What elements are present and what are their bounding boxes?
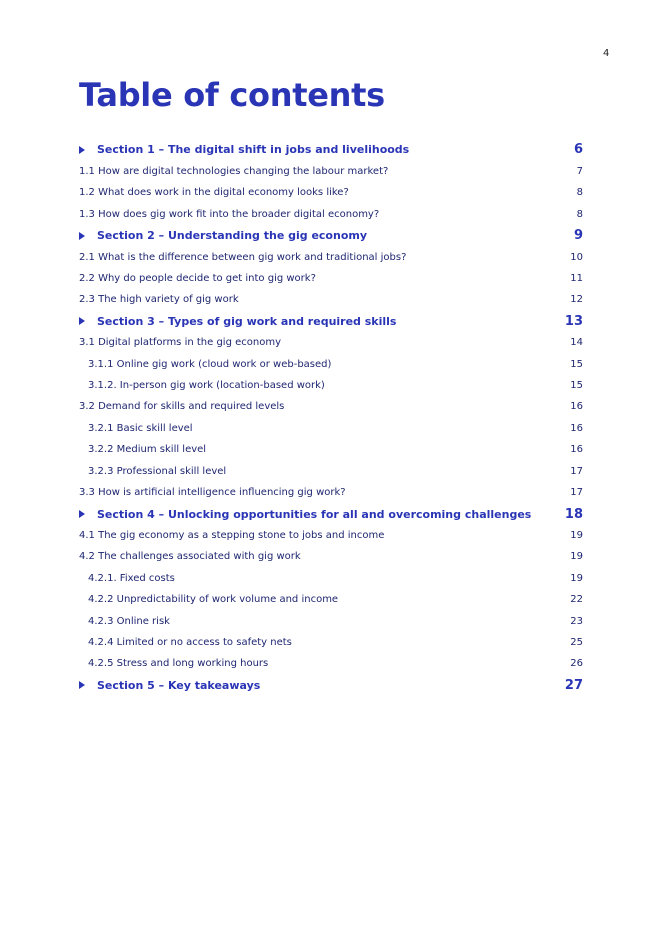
toc-page-number: 19 (570, 551, 583, 563)
toc-page-number: 7 (576, 165, 583, 177)
toc-page-number: 10 (570, 251, 583, 263)
toc-label-text: 1.3 How does gig work fit into the broader digital economy? (79, 208, 380, 220)
toc-page-number: 17 (570, 465, 583, 477)
toc-label-text: 2.3 The high variety of gig work (79, 294, 239, 306)
toc-label-text: 4.2.3 Online risk (88, 615, 170, 627)
toc-entry-label (79, 573, 175, 584)
toc-section-link[interactable] (79, 139, 583, 161)
toc-label-text: 4.2.4 Limited or no access to safety nets (88, 636, 292, 648)
toc-label-text: 1.1 How are digital technologies changing the labour market? (79, 165, 389, 177)
toc-page-number: 16 (570, 422, 583, 434)
toc-entry-link[interactable] (79, 610, 583, 631)
toc-page-number: 19 (570, 572, 583, 584)
toc-entry-link[interactable] (79, 632, 583, 653)
toc-page-number: 23 (570, 615, 583, 627)
toc-label-text: 3.1.2. In-person gig work (location-based work) (88, 380, 325, 392)
toc-label-text: 3.2.3 Professional skill level (88, 465, 227, 477)
toc-page-number: 26 (570, 658, 583, 670)
toc-label-text: 4.1 The gig economy as a stepping stone to jobs and income (79, 530, 385, 542)
toc-label-text: 1.2 What does work in the digital economy looks like? (79, 187, 349, 199)
toc-entry-label (79, 273, 316, 284)
toc-section-link[interactable] (79, 225, 583, 247)
triangle-right-icon (79, 146, 85, 154)
triangle-right-icon (79, 317, 85, 325)
toc-section-link[interactable] (79, 311, 583, 333)
toc-entry-label (79, 401, 284, 412)
toc-entry-link[interactable] (79, 268, 583, 289)
toc-entry-link[interactable] (79, 396, 583, 417)
toc-label-text: Section 2 – Understanding the gig economy (97, 229, 368, 243)
toc-entry-link[interactable] (79, 546, 583, 567)
toc-label-text: 3.1 Digital platforms in the gig economy (79, 337, 281, 349)
toc-label-text: Section 3 – Types of gig work and required skills (97, 314, 397, 328)
toc-entry-link[interactable] (79, 203, 583, 224)
table-of-contents (79, 139, 583, 696)
toc-entry-label (79, 551, 301, 562)
toc-entry-link[interactable] (79, 460, 583, 481)
toc-entry-link[interactable] (79, 182, 583, 203)
toc-page-number: 15 (570, 358, 583, 370)
toc-entry-label (79, 380, 325, 391)
toc-page-number: 14 (570, 337, 583, 349)
toc-entry-link[interactable] (79, 289, 583, 310)
toc-section-label (79, 143, 409, 156)
toc-label-text: 3.2 Demand for skills and required levels (79, 401, 285, 413)
toc-entry-label (79, 530, 384, 541)
toc-label-text: 4.2.1. Fixed costs (88, 572, 175, 584)
toc-label-text: Section 5 – Key takeaways (97, 678, 261, 692)
toc-label-text: 2.1 What is the difference between gig work and traditional jobs? (79, 251, 407, 263)
toc-entry-link[interactable] (79, 354, 583, 375)
toc-section-link[interactable] (79, 503, 583, 525)
triangle-right-icon (79, 510, 85, 518)
toc-label-text: 3.2.2 Medium skill level (88, 444, 207, 456)
toc-page-number: 9 (573, 228, 583, 244)
toc-section-label (79, 508, 531, 521)
toc-entry-label (79, 359, 331, 370)
toc-entry-label (79, 166, 388, 177)
toc-section-label (79, 315, 396, 328)
toc-label-text: 3.1.1 Online gig work (cloud work or web-based) (88, 358, 332, 370)
toc-page-number: 15 (570, 380, 583, 392)
toc-page-number: 17 (570, 487, 583, 499)
toc-entry-link[interactable] (79, 332, 583, 353)
toc-section-label (79, 229, 367, 242)
toc-entry-label (79, 637, 292, 648)
toc-page-number: 16 (570, 444, 583, 456)
toc-entry-link[interactable] (79, 418, 583, 439)
triangle-right-icon (79, 681, 85, 689)
toc-page-number: 18 (564, 506, 583, 522)
toc-entry-label (79, 487, 346, 498)
page-number: 4 (603, 48, 610, 59)
toc-entry-label (79, 616, 170, 627)
toc-label-text: 3.3 How is artificial intelligence influencing gig work? (79, 487, 346, 499)
toc-label-text: 4.2 The challenges associated with gig work (79, 551, 301, 563)
toc-page-number: 25 (570, 636, 583, 648)
toc-page-number: 16 (570, 401, 583, 413)
toc-entry-label (79, 444, 206, 455)
toc-entry-link[interactable] (79, 525, 583, 546)
toc-page-number: 13 (564, 313, 583, 329)
toc-page-number: 12 (570, 294, 583, 306)
toc-label-text: Section 4 – Unlocking opportunities for all and overcoming challenges (97, 507, 532, 521)
toc-entry-label (79, 294, 239, 305)
triangle-right-icon (79, 232, 85, 240)
toc-entry-link[interactable] (79, 161, 583, 182)
toc-section-label (79, 679, 260, 692)
toc-entry-label (79, 423, 193, 434)
toc-entry-link[interactable] (79, 439, 583, 460)
toc-label-text: 4.2.5 Stress and long working hours (88, 658, 269, 670)
toc-entry-label (79, 187, 349, 198)
toc-entry-label (79, 337, 281, 348)
toc-section-link[interactable] (79, 675, 583, 697)
toc-entry-label (79, 252, 406, 263)
toc-page-number: 8 (576, 208, 583, 220)
toc-entry-label (79, 209, 379, 220)
toc-page-number: 11 (570, 272, 583, 284)
toc-label-text: 3.2.1 Basic skill level (88, 422, 193, 434)
toc-page-number: 8 (576, 187, 583, 199)
toc-entry-link[interactable] (79, 246, 583, 267)
toc-label-text: 4.2.2 Unpredictability of work volume and income (88, 594, 339, 606)
toc-page-number: 22 (570, 594, 583, 606)
toc-entry-link[interactable] (79, 568, 583, 589)
toc-entry-link[interactable] (79, 375, 583, 396)
toc-page-number: 19 (570, 530, 583, 542)
page-title: Table of contents (79, 76, 385, 114)
toc-entry-label (79, 466, 226, 477)
toc-entry-label (79, 594, 338, 605)
toc-entry-link[interactable] (79, 589, 583, 610)
toc-page-number: 27 (564, 677, 583, 693)
toc-page-number: 6 (573, 142, 583, 158)
toc-entry-label (79, 658, 268, 669)
toc-label-text: Section 1 – The digital shift in jobs and livelihoods (97, 143, 410, 157)
toc-entry-link[interactable] (79, 482, 583, 503)
toc-entry-link[interactable] (79, 653, 583, 674)
toc-label-text: 2.2 Why do people decide to get into gig work? (79, 272, 316, 284)
